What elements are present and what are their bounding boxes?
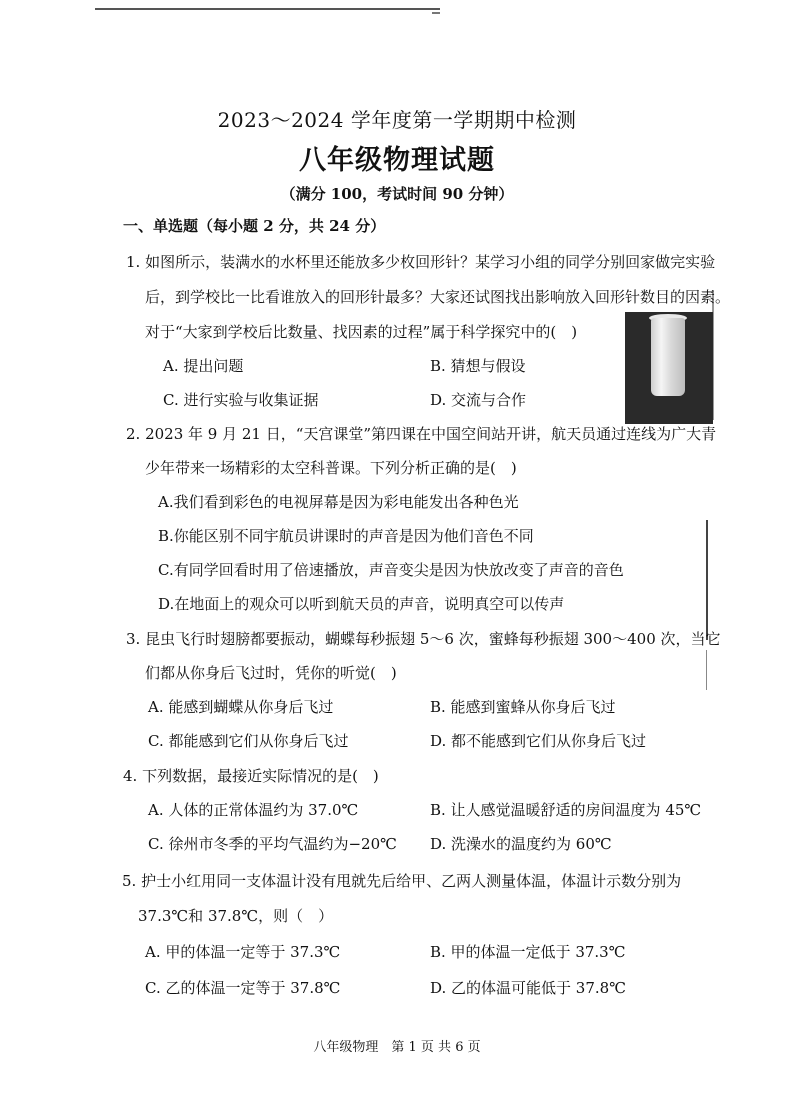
- question-3-option-b: B. 能感到蜜蜂从你身后飞过: [430, 698, 616, 716]
- question-4-option-c: C. 徐州市冬季的平均气温约为−20℃: [148, 835, 397, 853]
- question-1-line2: 后，到学校比一比看谁放入的回形针最多？大家还试图找出影响放入回形针数目的因素。: [145, 288, 731, 306]
- scan-artifact-edge: [706, 520, 708, 640]
- question-5-option-a: A. 甲的体温一定等于 37.3℃: [145, 943, 341, 961]
- question-4-option-d: D. 洗澡水的温度约为 60℃: [430, 835, 612, 853]
- exam-title-line2: 八年级物理试题: [299, 145, 495, 176]
- question-1-option-d: D. 交流与合作: [430, 391, 527, 409]
- exam-subtitle: （满分 100，考试时间 90 分钟）: [280, 185, 514, 203]
- question-5-option-d: D. 乙的体温可能低于 37.8℃: [430, 979, 626, 997]
- question-4-option-a: A. 人体的正常体温约为 37.0℃: [148, 801, 359, 819]
- question-5-line1: 5. 护士小红用同一支体温计没有甩就先后给甲、乙两人测量体温，体温计示数分别为: [122, 872, 682, 890]
- question-2-option-a: A.我们看到彩色的电视屏幕是因为彩电能发出各种色光: [158, 493, 519, 511]
- question-5-option-b: B. 甲的体温一定低于 37.3℃: [430, 943, 626, 961]
- question-4-option-b: B. 让人感觉温暖舒适的房间温度为 45℃: [430, 801, 702, 819]
- exam-title-line1: 2023～2024 学年度第一学期期中检测: [217, 108, 577, 132]
- page-footer: 八年级物理 第 1 页 共 6 页: [313, 1040, 481, 1055]
- question-2-line2: 少年带来一场精彩的太空科普课。下列分析正确的是( ): [145, 459, 517, 477]
- question-3-line2: 们都从你身后飞过时，凭你的听觉( ): [145, 664, 397, 682]
- question-1-option-c: C. 进行实验与收集证据: [163, 391, 319, 409]
- question-1-line1: 1. 如图所示，装满水的水杯里还能放多少枚回形针？某学习小组的同学分别回家做完实验: [126, 253, 716, 271]
- question-1-option-b: B. 猜想与假设: [430, 357, 526, 375]
- cup-body: [651, 318, 685, 396]
- question-2-option-c: C.有同学回看时用了倍速播放，声音变尖是因为快放改变了声音的音色: [158, 561, 624, 579]
- section-heading: 一、单选题（每小题 2 分，共 24 分）: [123, 217, 386, 235]
- scan-artifact-dot: [432, 12, 440, 14]
- question-2-option-d: D.在地面上的观众可以听到航天员的声音，说明真空可以传声: [158, 595, 565, 613]
- question-5-option-c: C. 乙的体温一定等于 37.8℃: [145, 979, 341, 997]
- question-4-line1: 4. 下列数据，最接近实际情况的是( ): [123, 767, 379, 785]
- water-cup-figure: [625, 312, 713, 424]
- question-1-option-a: A. 提出问题: [163, 357, 244, 375]
- question-1-line3: 对于“大家到学校后比数量、找因素的过程”属于科学探究中的( ): [145, 323, 578, 341]
- question-2-line1: 2. 2023 年 9 月 21 日，“天宫课堂”第四课在中国空间站开讲，航天员通过连线为广大青: [126, 425, 717, 443]
- question-3-line1: 3. 昆虫飞行时翅膀都要振动，蝴蝶每秒振翅 5～6 次，蜜蜂每秒振翅 300～400 次，当它: [126, 630, 721, 648]
- scan-artifact-line: [95, 8, 440, 10]
- scan-artifact-edge: [706, 650, 707, 690]
- question-3-option-a: A. 能感到蝴蝶从你身后飞过: [148, 698, 334, 716]
- question-5-line2: 37.3℃和 37.8℃，则（ ）: [138, 907, 334, 925]
- question-2-option-b: B.你能区别不同宇航员讲课时的声音是因为他们音色不同: [158, 527, 534, 545]
- question-3-option-d: D. 都不能感到它们从你身后飞过: [430, 732, 647, 750]
- question-3-option-c: C. 都能感到它们从你身后飞过: [148, 732, 349, 750]
